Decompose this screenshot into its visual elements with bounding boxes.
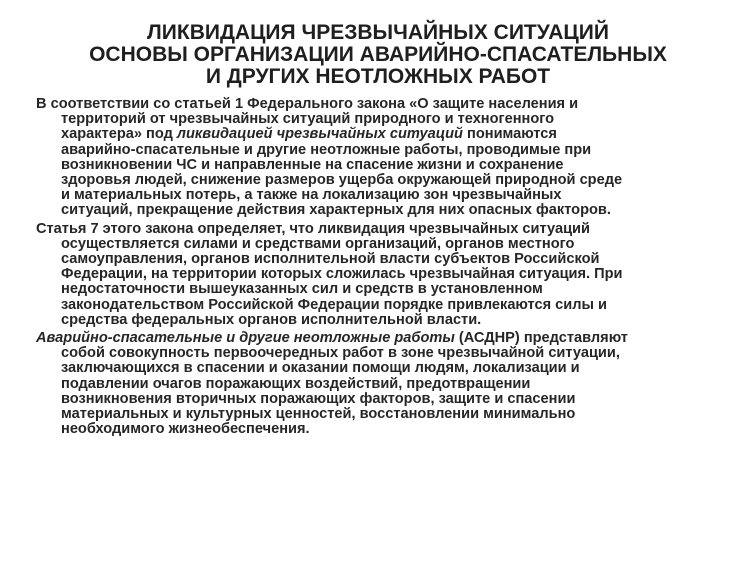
- p1-line-3-end: понимаются: [462, 126, 557, 143]
- p3-line-1: [36, 331, 720, 346]
- p3-line-2: собой совокупность первоочередных работ в зоне чрезвычайной ситуации,: [61, 345, 620, 362]
- p2-line-3: самоуправления, органов исполнительной власти субъектов Российской: [61, 251, 600, 268]
- p3-line-1-end: (АСДНР) представляют: [454, 330, 628, 347]
- body-text: [36, 97, 720, 437]
- paragraph-3: [36, 331, 720, 437]
- p1-line-6: здоровья людей, снижение размеров ущерба окружающей природной среде: [61, 172, 623, 189]
- p3-line-3: заключающихся в спасении и оказании помощи людям, локализации и: [61, 360, 580, 377]
- p3-line-6: материальных и культурных ценностей, восстановлении минимально: [61, 406, 576, 423]
- p1-line-4: аварийно-спасательные и другие неотложные работы, проводимые при: [61, 141, 592, 158]
- title-line-2: ОСНОВЫ ОРГАНИЗАЦИИ АВАРИЙНО-СПАСАТЕЛЬНЫХ: [89, 43, 667, 66]
- title-line-1: ЛИКВИДАЦИЯ ЧРЕЗВЫЧАЙНЫХ СИТУАЦИЙ: [147, 21, 609, 44]
- p1-line-8: ситуаций, прекращение действия характерных для них опасных факторов.: [61, 202, 611, 219]
- p1-emphasis-term: ликвидацией чрезвычайных ситуаций: [176, 126, 463, 143]
- p2-line-1: Статья 7 этого закона определяет, что ликвидация чрезвычайных ситуаций: [36, 220, 590, 237]
- p3-line-5: возникновения вторичных поражающих факторов, защите и спасении: [61, 390, 576, 407]
- p1-line-1: В соответствии со статьей 1 Федерального закона «О защите населения и: [36, 96, 579, 112]
- p3-emphasis-term: Аварийно-спасательные и другие неотложные работы: [36, 330, 455, 347]
- page-title: [36, 22, 720, 88]
- p3-line-7: необходимого жизнеобеспечения.: [61, 421, 310, 438]
- p2-line-5: недостаточности вышеуказанных сил и средств в установленном: [61, 281, 543, 298]
- p2-line-2: осуществляется силами и средствами организаций, органов местного: [61, 235, 575, 252]
- p1-line-3: [36, 127, 720, 142]
- p2-line-4: Федерации, на территории которых сложилась чрезвычайная ситуация. При: [61, 266, 623, 283]
- p3-line-4: подавлении очагов поражающих воздействий, предотвращении: [61, 375, 531, 392]
- p1-line-3-start: характера» под: [61, 126, 177, 143]
- p1-line-7: и материальных потерь, а также на локализацию зон чрезвычайных: [61, 187, 562, 204]
- paragraph-2: [36, 222, 720, 328]
- p2-line-7: средства федеральных органов исполнительной власти.: [61, 311, 482, 328]
- paragraph-1: [36, 97, 720, 219]
- title-line-3: И ДРУГИХ НЕОТЛОЖНЫХ РАБОТ: [205, 65, 551, 88]
- p2-line-6: законодательством Российской Федерации порядке привлекаются силы и: [61, 296, 608, 313]
- p1-line-5: возникновении ЧС и направленные на спасение жизни и сохранение: [61, 156, 564, 173]
- p1-line-2: территорий от чрезвычайных ситуаций природного и техногенного: [61, 111, 555, 128]
